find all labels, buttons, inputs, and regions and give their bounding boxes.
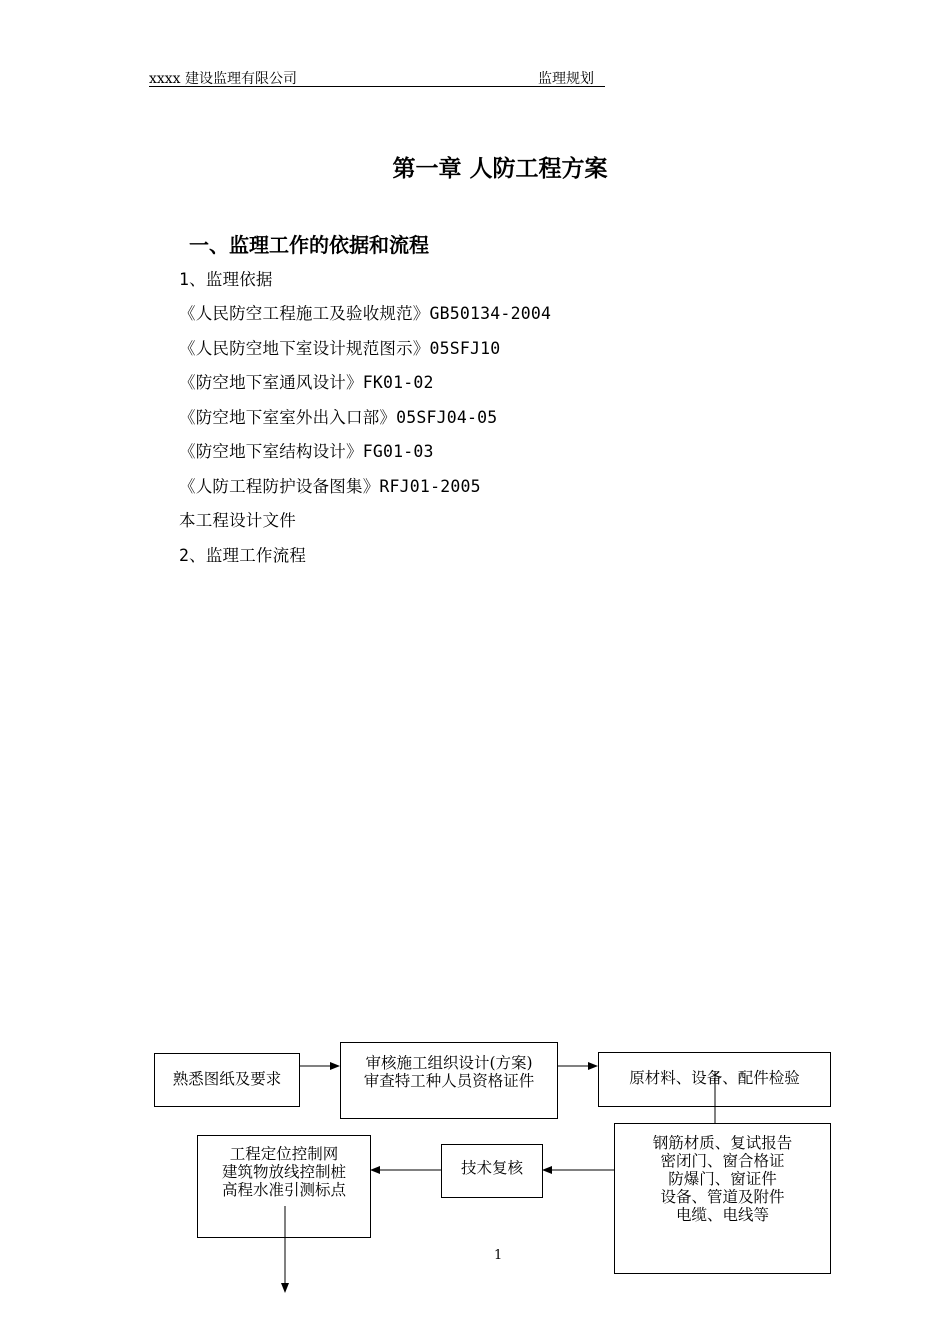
page-number: 1 — [494, 1248, 503, 1263]
body-line-design-docs: 本工程设计文件 — [179, 511, 296, 530]
body-line-standard-1: 《人民防空工程施工及验收规范》GB50134-2004 — [179, 304, 552, 323]
flow-box-text: 工程定位控制网 — [229, 1145, 339, 1163]
flow-box-text: 高程水准引测标点 — [221, 1181, 346, 1199]
flow-box-review-construction-plan — [340, 1042, 558, 1119]
flow-box-text: 熟悉图纸及要求 — [172, 1070, 282, 1088]
body-line-standard-6: 《人防工程防护设备图集》RFJ01-2005 — [179, 477, 481, 496]
company-name: xxxx 建设监理有限公司 — [149, 71, 298, 87]
flow-box-text: 防爆门、窗证件 — [668, 1170, 777, 1188]
section-heading: 一、监理工作的依据和流程 — [189, 233, 429, 257]
flow-box-material-certificates — [614, 1123, 831, 1274]
flow-box-material-inspection — [598, 1052, 831, 1107]
page-header — [149, 68, 605, 87]
flow-box-text: 建筑物放线控制桩 — [221, 1163, 346, 1181]
body-line-standard-5: 《防空地下室结构设计》FG01-03 — [179, 442, 434, 461]
body-line-standard-2: 《人民防空地下室设计规范图示》05SFJ10 — [179, 339, 501, 358]
flow-box-text: 审查特工种人员资格证件 — [363, 1072, 535, 1090]
body-line-basis-heading: 1、监理依据 — [179, 270, 273, 289]
flow-box-text: 电缆、电线等 — [675, 1206, 769, 1224]
flow-box-text: 原材料、设备、配件检验 — [629, 1069, 800, 1087]
flow-box-review-drawings — [154, 1053, 300, 1107]
body-line-standard-4: 《防空地下室室外出入口部》05SFJ04-05 — [179, 408, 498, 427]
document-type: 监理规划 — [538, 71, 594, 87]
flow-box-text: 审核施工组织设计(方案) — [365, 1054, 533, 1072]
flow-box-text: 钢筋材质、复试报告 — [652, 1134, 793, 1152]
flow-box-technical-review — [441, 1144, 543, 1198]
flow-box-text: 设备、管道及附件 — [660, 1188, 785, 1206]
chapter-title: 第一章 人防工程方案 — [392, 156, 608, 182]
body-line-standard-3: 《防空地下室通风设计》FK01-02 — [179, 373, 434, 392]
flow-box-text: 技术复核 — [460, 1159, 523, 1177]
flow-box-text: 密闭门、窗合格证 — [660, 1152, 785, 1170]
body-line-workflow-heading: 2、监理工作流程 — [179, 546, 307, 565]
flow-box-positioning-control — [197, 1135, 371, 1238]
